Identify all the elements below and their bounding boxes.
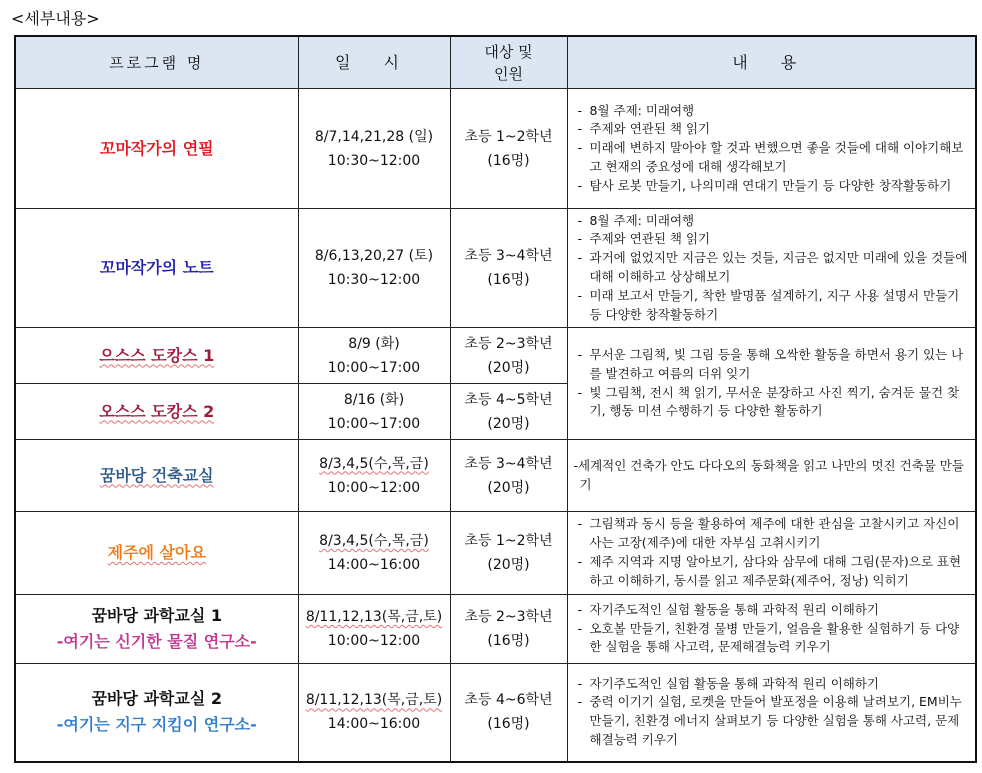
content-cell [567,89,976,209]
grade: 초등 1~2학년 [464,533,553,549]
time: 10:00~17:00 [327,415,421,432]
program-subtitle: -여기는 신기한 물질 연구소- [56,632,257,651]
list-item: - 무서운 그림책, 빛 그림 등을 통해 오싹한 활동을 하면서 용기 있는 나를 발견하고 여름의 더위 잊기 [572,346,972,384]
content-cell [567,664,976,762]
program-title: 꼬마작가의 노트 [99,258,214,277]
grade: 초등 1~2학년 [464,128,553,145]
program-title: 오스스 도캉스 2 [99,401,215,421]
time: 10:00~17:00 [327,359,421,376]
target-cell [450,440,567,512]
list-item: - 제주 지역과 지명 알아보기, 삼다와 삼무에 대해 그림(문자)으로 표현하고 이해하기, 동시를 읽고 제주문화(제주어, 정낭) 익히기 [572,553,972,591]
date: 8/3,4,5(수,목,금) [319,455,429,472]
list-item: - 중력 이기기 실험, 로켓을 만들어 발포정을 이용해 날려보기, EM비누 만들기, 친환경 에너지 살펴보기 등 다양한 실험을 통해 사고력, 문제해결능력 키우기 [572,693,972,749]
program-title-cell [15,328,298,384]
list-item: - 탐사 로봇 만들기, 나의미래 연대기 만들기 등 다양한 창작활동하기 [572,177,972,196]
table-row [15,209,976,328]
count: (16명) [487,633,530,649]
grade: 초등 3~4학년 [464,248,553,264]
program-title: 꿈바당 과학교실 1 [91,606,222,625]
table-row [15,440,976,512]
target-cell [450,595,567,664]
table-row [15,664,976,762]
program-title-cell [15,384,298,440]
header-datetime: 일 시 [298,36,450,89]
program-title: 으스스 도캉스 1 [99,345,215,365]
program-title-cell [15,664,298,762]
list-item: - 8월 주제: 미래여행 [572,102,972,121]
table-row [15,512,976,595]
content-cell [567,440,976,512]
program-title-cell [15,512,298,595]
time: 10:00~12:00 [327,633,421,649]
date: 8/9 (화) [348,335,400,352]
datetime-cell [298,384,450,440]
date: 8/7,14,21,28 (일) [314,128,434,145]
table-row [15,89,976,209]
target-cell [450,384,567,440]
program-title-cell [15,595,298,664]
grade: 초등 2~3학년 [464,609,553,625]
header-target [450,36,567,89]
content-cell [567,209,976,328]
datetime-cell [298,595,450,664]
datetime-cell [298,209,450,328]
list-item: - 주제와 연관된 책 읽기 [572,230,972,249]
datetime-cell [298,328,450,384]
content-cell [567,595,976,664]
time: 14:00~16:00 [327,716,421,733]
list-item: - 자기주도적인 실험 활동을 통해 과학적 원리 이해하기 [572,601,972,620]
count: (16명) [487,272,530,288]
target-cell [450,89,567,209]
count: (20명) [487,415,530,432]
target-cell [450,664,567,762]
count: (20명) [487,557,530,573]
list-item: - 주제와 연관된 책 읽기 [572,120,972,139]
grade: 초등 2~3학년 [464,335,553,352]
count: (16명) [487,716,530,733]
target-cell [450,328,567,384]
program-title-cell [15,440,298,512]
header-target-line2: 인원 [494,64,523,83]
date: 8/16 (화) [343,391,405,408]
datetime-cell [298,512,450,595]
program-title: 꼬마작가의 연필 [99,138,214,158]
date: 8/6,13,20,27 (토) [314,248,434,264]
table-row [15,328,976,384]
program-title: 꿈바당 건축교실 [99,465,214,485]
list-item: - 그림책과 동시 등을 활용하여 제주에 대한 관심을 고찰시키고 자신이 사는 고장(제주)에 대한 자부심 고취시키기 [572,515,972,553]
program-title: 제주에 살아요 [107,543,206,562]
datetime-cell [298,664,450,762]
header-content: 내 용 [567,36,976,89]
program-title-cell [15,89,298,209]
datetime-cell [298,440,450,512]
datetime-cell [298,89,450,209]
time: 10:00~12:00 [327,479,421,496]
program-title: 꿈바당 과학교실 2 [91,689,222,709]
target-cell [450,512,567,595]
grade: 초등 4~6학년 [464,692,553,709]
time: 10:30~12:00 [327,272,421,288]
header-row [15,36,976,89]
section-caption: <세부내용> [11,9,100,28]
list-item: - 과거에 없었지만 지금은 있는 것들, 지금은 없지만 미래에 있을 것들에 대해 이해하고 상상해보기 [572,249,972,287]
grade: 초등 3~4학년 [464,455,553,472]
date: 8/11,12,13(목,금,토) [305,609,443,625]
header-program: 프로그램 명 [15,36,298,89]
date: 8/11,12,13(목,금,토) [305,692,443,709]
list-item: - 미래 보고서 만들기, 착한 발명품 설계하기, 지구 사용 설명서 만들기 등 다양한 창작활동하기 [572,287,972,325]
time: 10:30~12:00 [327,152,421,169]
content-cell [567,512,976,595]
list-item: -세계적인 건축가 안도 다다오의 동화책을 읽고 나만의 멋진 건축물 만들기 [573,457,964,492]
header-target-line1: 대상 및 [484,42,533,61]
list-item: - 오호볼 만들기, 친환경 물병 만들기, 얼음을 활용한 실험하기 등 다양한 실험을 통해 사고력, 문제해결능력 키우기 [572,620,972,658]
content-cell [567,328,976,440]
date: 8/3,4,5(수,목,금) [319,533,429,549]
time: 14:00~16:00 [327,557,421,573]
list-item: - 자기주도적인 실험 활동을 통해 과학적 원리 이해하기 [572,675,972,694]
count: (20명) [487,479,530,496]
list-item: - 8월 주제: 미래여행 [572,212,972,231]
list-item: - 빛 그림책, 전시 책 읽기, 무서운 분장하고 사진 찍기, 숨겨둔 물건 찾기, 행동 미션 수행하기 등 다양한 활동하기 [572,384,972,422]
list-item: - 미래에 변하지 말아야 할 것과 변했으면 좋을 것들에 대해 이야기해보고 현재의 중요성에 대해 생각해보기 [572,139,972,177]
grade: 초등 4~5학년 [464,391,553,408]
target-cell [450,209,567,328]
table-row [15,595,976,664]
program-title-cell [15,209,298,328]
count: (20명) [487,359,530,376]
program-schedule-table [14,35,977,763]
program-subtitle: -여기는 지구 지킴이 연구소- [56,715,257,735]
count: (16명) [487,152,530,169]
